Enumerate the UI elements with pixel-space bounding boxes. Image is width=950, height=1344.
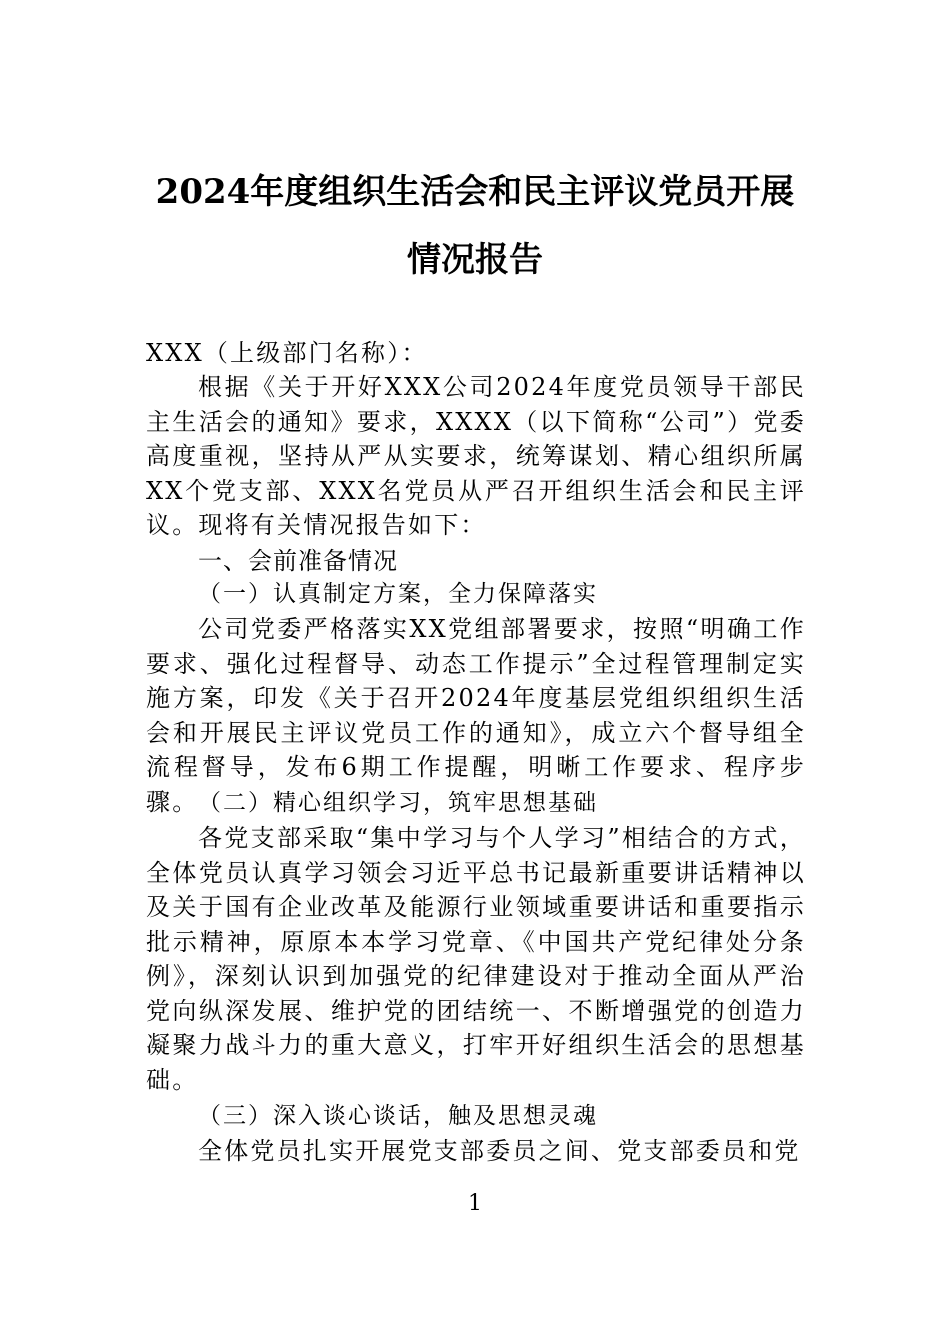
intro-paragraph: 根据《关于开好XXX公司2024年度党员领导干部民主生活会的通知》要求，XXXX（以下简称“公司”）党委高度重视，坚持从严从实要求，统筹谋划、精心组织所属XX个党支部、XXX名党员从严召开组织生活会和民主评议。现将有关情况报告如下： <box>146 373 806 539</box>
section-heading-1: 一、会前准备情况 <box>198 547 398 575</box>
subsection-paragraph-3: 全体党员扎实开展党支部委员之间、党支部委员和党 <box>198 1137 801 1165</box>
subsection-paragraph-1: 公司党委严格落实XX党组部署要求，按照“明确工作要求、强化过程督导、动态工作提示”全过程管理制定实施方案，印发《关于召开2024年度基层党组织组织生活会和开展民主评议党员工作的通知》，成立六个督导组全流程督导，发布6期工作提醒，明晰工作要求、程序步骤。 <box>146 615 806 816</box>
page-number: 1 <box>468 1191 482 1216</box>
subsection-heading-1: （一）认真制定方案，全力保障落实 <box>198 581 598 607</box>
subsection-heading-3: （三）深入谈心谈话，触及思想灵魂 <box>198 1103 598 1129</box>
document-title-line2: 情况报告 <box>407 240 543 280</box>
subsection-paragraph-2: 各党支部采取“集中学习与个人学习”相结合的方式，全体党员认真学习领会习近平总书记最新重要讲话精神以及关于国有企业改革及能源行业领域重要讲话和重要指示批示精神，原原本本学习党章、《中国共产党纪律处分条例》，深刻认识到加强党的纪律建设对于推动全面从严治党向纵深发展、维护党的团结统一、不断增强党的创造力凝聚力战斗力的重大意义，打牢开好组织生活会的思想基础。 <box>146 824 806 1094</box>
document-title-line1: 2024年度组织生活会和民主评议党员开展 <box>155 172 795 212</box>
salutation: XXX（上级部门名称）： <box>146 339 428 367</box>
subsection-heading-2: （二）精心组织学习，筑牢思想基础 <box>198 790 598 816</box>
